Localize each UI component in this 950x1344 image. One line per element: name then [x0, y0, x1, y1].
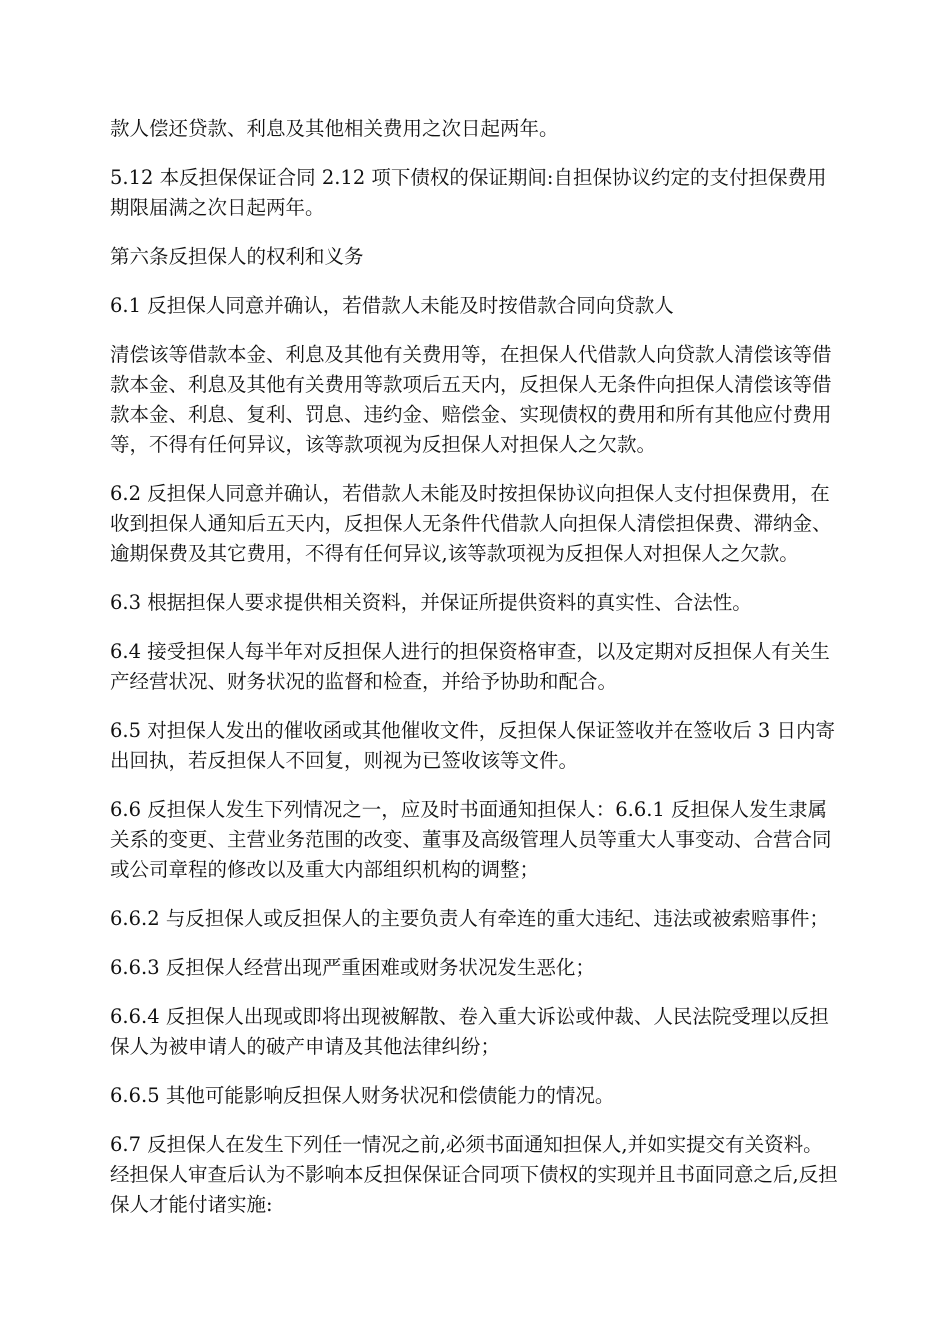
paragraph-6-3: 6.3 根据担保人要求提供相关资料，并保证所提供资料的真实性、合法性。 — [110, 591, 752, 614]
paragraph-5-12: 5.12 本反担保保证合同 2.12 项下债权的保证期间:自担保协议约定的支付担保费用期限届满之次日起两年。 — [110, 166, 827, 219]
paragraph-6-6-4: 6.6.4 反担保人出现或即将出现被解散、卷入重大诉讼或仲裁、人民法院受理以反担保人为被申请人的破产申请及其他法律纠纷； — [110, 1005, 829, 1058]
paragraph-6-6-3: 6.6.3 反担保人经营出现严重困难或财务状况发生恶化； — [110, 956, 595, 979]
paragraph-6-6-2: 6.6.2 与反担保人或反担保人的主要负责人有牵连的重大违纪、违法或被索赔事件； — [110, 907, 829, 930]
document-page — [110, 114, 840, 1239]
paragraph-6-2: 6.2 反担保人同意并确认，若借款人未能及时按担保协议向担保人支付担保费用，在收到担保人通知后五天内，反担保人无条件代借款人向担保人清偿担保费、滞纳金、逾期保费及其它费用，不得有任何异议,该等款项视为反担保人对担保人之欠款。 — [110, 482, 832, 565]
paragraph-6-7: 6.7 反担保人在发生下列任一情况之前,必须书面通知担保人,并如实提交有关资料。经担保人审查后认为不影响本反担保保证合同项下债权的实现并且书面同意之后,反担保人才能付诸实施: — [110, 1133, 838, 1216]
section-heading-article-6: 第六条反担保人的权利和义务 — [110, 245, 364, 268]
paragraph-6-6-5: 6.6.5 其他可能影响反担保人财务状况和偿债能力的情况。 — [110, 1084, 615, 1107]
paragraph-6-5: 6.5 对担保人发出的催收函或其他催收文件，反担保人保证签收并在签收后 3 日内寄出回执，若反担保人不回复，则视为已签收该等文件。 — [110, 719, 836, 772]
paragraph-6-1: 6.1 反担保人同意并确认，若借款人未能及时按借款合同向贷款人 — [110, 294, 674, 317]
paragraph-continuation: 款人偿还贷款、利息及其他相关费用之次日起两年。 — [110, 117, 559, 140]
paragraph-6-4: 6.4 接受担保人每半年对反担保人进行的担保资格审查，以及定期对反担保人有关生产经营状况、财务状况的监督和检查，并给予协助和配合。 — [110, 640, 830, 693]
paragraph-6-1-continued: 清偿该等借款本金、利息及其他有关费用等，在担保人代借款人向贷款人清偿该等借款本金、利息及其他有关费用等款项后五天内，反担保人无条件向担保人清偿该等借款本金、利息、复利、罚息、违约金、赔偿金、实现债权的费用和所有其他应付费用等，不得有任何异议，该等款项视为反担保人对担保人之欠款。 — [110, 343, 832, 456]
paragraph-6-6: 6.6 反担保人发生下列情况之一，应及时书面通知担保人：6.6.1 反担保人发生隶属关系的变更、主营业务范围的改变、董事及高级管理人员等重大人事变动、合营合同或公司章程的修改以及重大内部组织机构的调整； — [110, 798, 832, 881]
